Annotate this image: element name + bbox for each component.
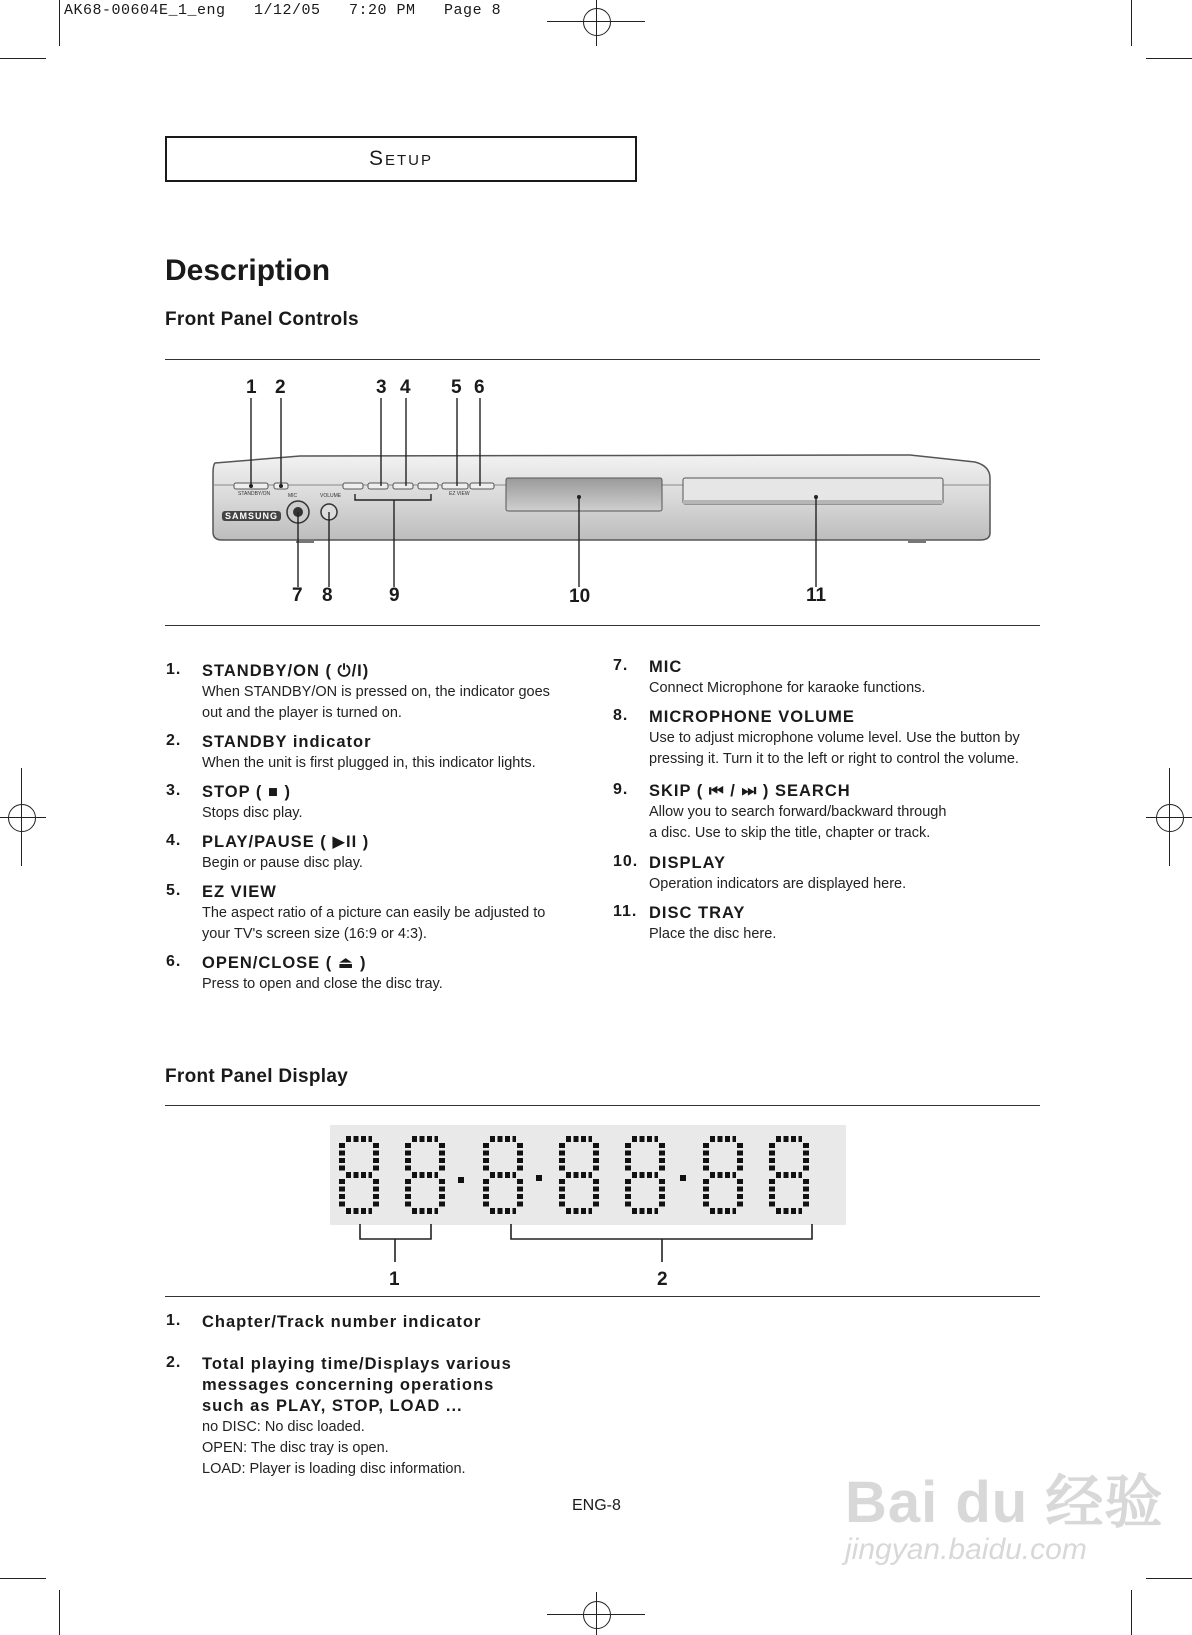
item-number: 1.	[166, 1312, 182, 1329]
item-number: 7.	[613, 657, 629, 674]
item-number: 3.	[166, 782, 182, 799]
item-title: PLAY/PAUSE ( ▶II )	[202, 833, 370, 851]
item-title: DISPLAY	[649, 854, 726, 872]
callout-5: 5	[451, 377, 462, 398]
mic-panel-label: MIC	[288, 493, 298, 499]
item-number: 11.	[613, 903, 638, 920]
list-item	[166, 782, 586, 824]
divider	[165, 1105, 1040, 1106]
display-colon-dot	[458, 1177, 464, 1183]
item-desc: Begin or pause disc play.	[202, 855, 363, 871]
ez-view-panel-label: EZ VIEW	[449, 491, 470, 497]
callout-1: 1	[246, 377, 257, 398]
watermark-brand: Bai du 经验	[845, 1470, 1164, 1535]
baidu-watermark	[845, 1455, 1163, 1567]
display-colon-dot	[536, 1175, 542, 1181]
front-panel-controls-heading: Front Panel Controls	[165, 309, 359, 330]
ez-view-button	[442, 483, 468, 489]
item-title: messages concerning operations	[202, 1376, 495, 1394]
item-desc: LOAD: Player is loading disc information.	[202, 1461, 466, 1477]
item-desc: out and the player is turned on.	[202, 705, 402, 721]
list-item	[166, 1354, 606, 1480]
item-title: MIC	[649, 658, 683, 676]
item-desc: Press to open and close the disc tray.	[202, 976, 443, 992]
display-brackets	[330, 1222, 850, 1272]
item-title: STOP ( ■ )	[202, 783, 292, 801]
callout-7: 7	[292, 585, 303, 606]
callout-10: 10	[569, 586, 591, 607]
list-item	[166, 832, 586, 874]
callout-8: 8	[322, 585, 333, 606]
item-desc: When the unit is first plugged in, this indicator lights.	[202, 755, 536, 771]
item-title: such as PLAY, STOP, LOAD ...	[202, 1397, 463, 1415]
standby-on-panel-label: STANDBY/ON	[238, 491, 271, 497]
list-item	[613, 903, 1053, 945]
callout-9: 9	[389, 585, 400, 606]
display-callout-2: 2	[657, 1269, 668, 1290]
dvd-player-illustration	[0, 0, 1192, 640]
list-item	[613, 657, 1053, 699]
item-number: 8.	[613, 707, 629, 724]
display-window	[506, 478, 662, 511]
item-title: OPEN/CLOSE ( ⏏ )	[202, 954, 367, 972]
list-item	[166, 661, 586, 724]
display-background	[330, 1125, 846, 1225]
item-number: 2.	[166, 732, 182, 749]
list-item	[166, 953, 586, 995]
item-desc: pressing it. Turn it to the left or right to control the volume.	[649, 751, 1019, 767]
item-desc: no DISC: No disc loaded.	[202, 1419, 365, 1435]
samsung-logo: SAMSUNG	[222, 511, 281, 521]
item-desc: Connect Microphone for karaoke functions.	[649, 680, 926, 696]
print-slug: AK68-00604E_1_eng 1/12/05 7:20 PM Page 8	[64, 2, 502, 19]
watermark-url: jingyan.baidu.com	[845, 1533, 1087, 1566]
seven-segment-display	[330, 1125, 848, 1225]
item-desc: Use to adjust microphone volume level. Use the button by	[649, 730, 1020, 746]
callout-11: 11	[806, 585, 827, 606]
display-colon-dot	[680, 1175, 686, 1181]
item-title: Chapter/Track number indicator	[202, 1313, 482, 1331]
list-item	[613, 781, 1053, 844]
page-number: ENG-8	[572, 1497, 621, 1514]
front-panel-display-heading: Front Panel Display	[165, 1066, 349, 1087]
item-desc: Operation indicators are displayed here.	[649, 876, 907, 892]
item-number: 5.	[166, 882, 182, 899]
item-title: MICROPHONE VOLUME	[649, 708, 855, 726]
item-desc: a disc. Use to skip the title, chapter or track.	[649, 825, 931, 841]
item-title: Total playing time/Displays various	[202, 1355, 512, 1373]
open-close-button	[470, 483, 494, 489]
item-desc: OPEN: The disc tray is open.	[202, 1440, 389, 1456]
divider	[165, 625, 1040, 626]
play-pause-button	[393, 483, 413, 489]
display-callout-1: 1	[389, 1269, 400, 1290]
item-desc: your TV's screen size (16:9 or 4:3).	[202, 926, 427, 942]
list-item	[166, 1312, 606, 1333]
callout-3: 3	[376, 377, 387, 398]
item-desc: Place the disc here.	[649, 926, 777, 942]
callout-2: 2	[275, 377, 286, 398]
item-number: 2.	[166, 1354, 182, 1371]
list-item	[166, 882, 586, 945]
item-desc: Allow you to search forward/backward through	[649, 804, 947, 820]
item-number: 6.	[166, 953, 182, 970]
volume-panel-label: VOLUME	[320, 493, 342, 499]
item-title: SKIP ( ⏮ / ⏭ ) SEARCH	[649, 782, 851, 800]
item-number: 1.	[166, 661, 182, 678]
item-number: 9.	[613, 781, 629, 798]
item-title: EZ VIEW	[202, 883, 277, 901]
item-title: DISC TRAY	[649, 904, 746, 922]
list-item	[613, 853, 1053, 895]
callout-6: 6	[474, 377, 485, 398]
item-title: STANDBY indicator	[202, 733, 372, 751]
item-number: 4.	[166, 832, 182, 849]
item-desc: Stops disc play.	[202, 805, 303, 821]
page-title: Description	[165, 254, 331, 287]
divider	[165, 1296, 1040, 1297]
section-banner: Setup	[165, 136, 637, 182]
list-item	[613, 707, 1053, 770]
stop-button	[368, 483, 388, 489]
item-title: STANDBY/ON ( ⏻/I)	[202, 662, 370, 680]
item-desc: When STANDBY/ON is pressed on, the indicator goes	[202, 684, 550, 700]
item-desc: The aspect ratio of a picture can easily be adjusted to	[202, 905, 546, 921]
item-number: 10.	[613, 853, 639, 870]
callout-4: 4	[400, 377, 411, 398]
list-item	[166, 732, 586, 774]
